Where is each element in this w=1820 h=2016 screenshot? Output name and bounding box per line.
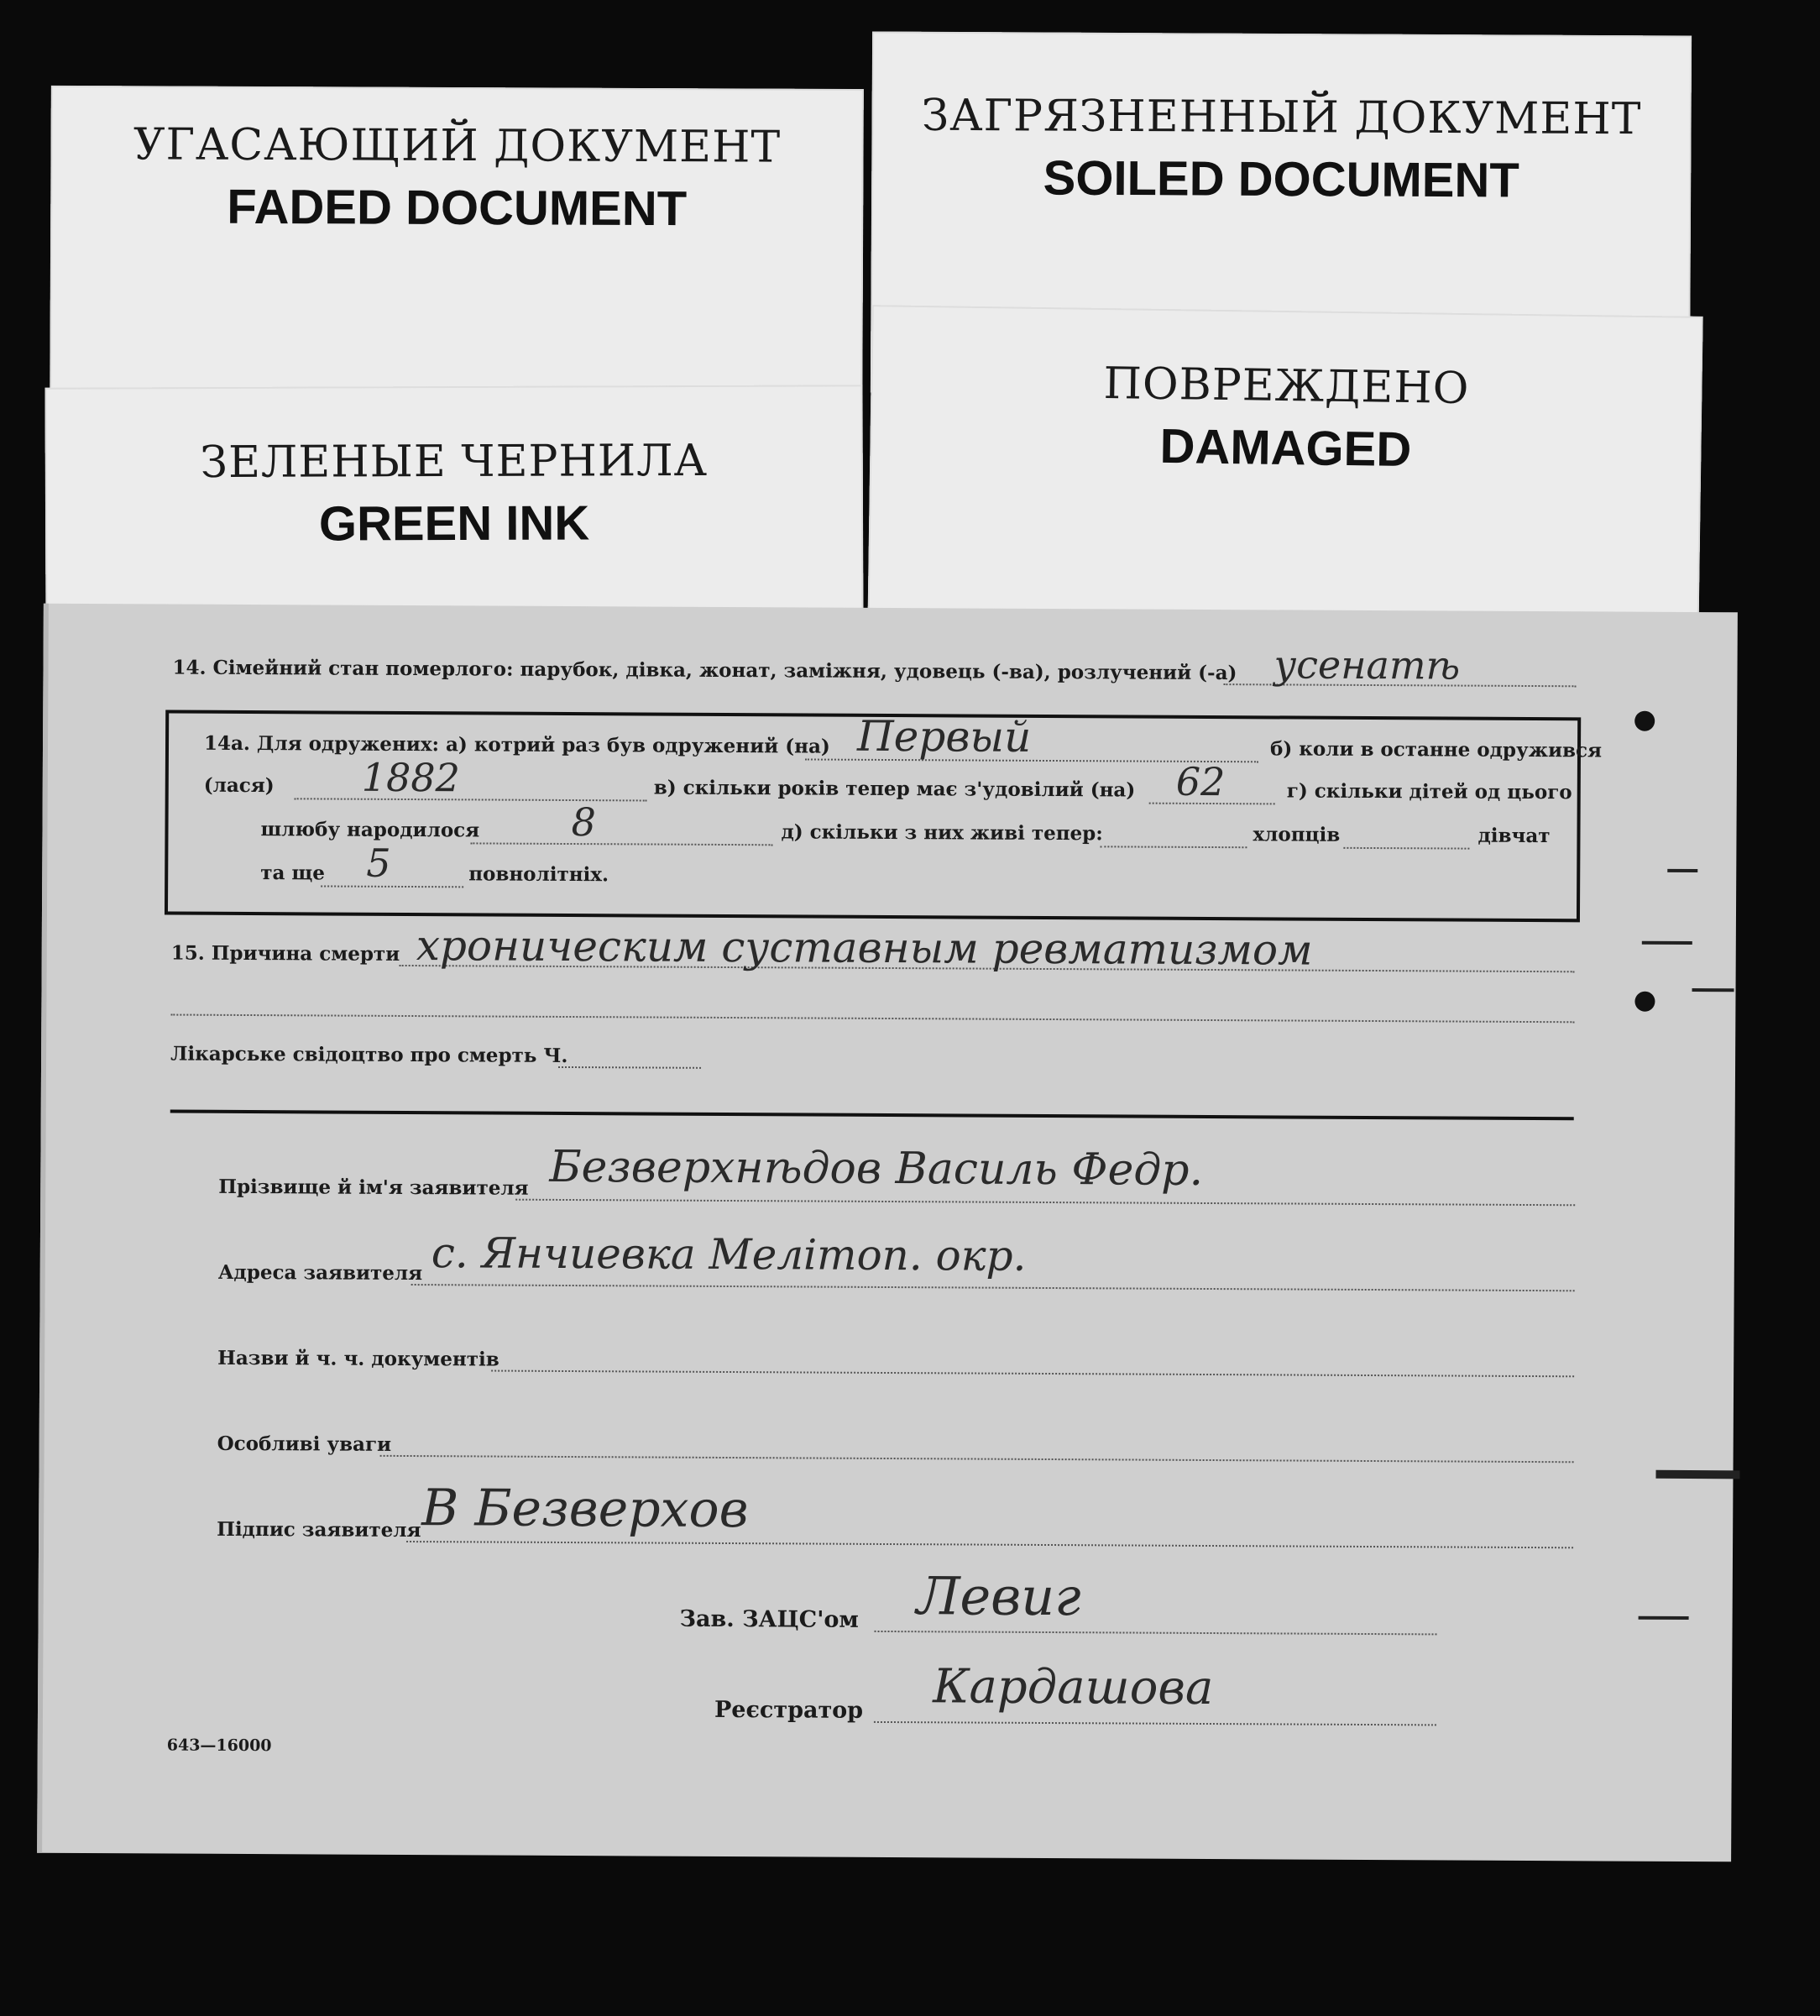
q14a-answer-a: Первый — [856, 711, 1032, 762]
applicant-name-label: Прізвище й ім'я заявителя — [218, 1175, 529, 1200]
q15-line2 — [170, 1014, 1574, 1024]
q14a-line4-suffix: повнолітніх. — [468, 862, 609, 887]
q14a-answer-adults: 5 — [366, 840, 391, 886]
edge-tear — [1667, 869, 1697, 872]
q14a-line1-a: 14а. Для одружених: а) котрий раз був одружений (на) — [203, 731, 830, 758]
q14a-line3-d: д) скільки з них живі тепер: — [781, 820, 1103, 846]
edge-tear — [1692, 988, 1734, 992]
head-signature: Левиг — [916, 1565, 1081, 1628]
q14a-line4-dots — [321, 885, 463, 888]
faded-document-card — [50, 86, 864, 425]
medical-cert-line — [558, 1066, 701, 1069]
documents-line — [491, 1370, 1574, 1378]
head-label: Зав. ЗАЦС'ом — [679, 1605, 859, 1633]
binding-hole — [1634, 711, 1655, 731]
faded-en-label: FADED DOCUMENT — [227, 179, 688, 237]
applicant-address-line — [411, 1284, 1575, 1291]
print-code: 643—16000 — [166, 1736, 272, 1756]
green-ink-card — [44, 385, 863, 639]
q15-answer: хроническим суставным ревматизмом — [416, 921, 1313, 975]
damaged-en-label: DAMAGED — [1159, 418, 1412, 478]
section-divider — [170, 1110, 1574, 1121]
q14a-line4-prefix: та ще — [260, 861, 325, 885]
q14a-line2-g: г) скільки дітей од цього — [1286, 779, 1572, 804]
documents-label: Назви й ч. ч. документів — [217, 1346, 499, 1371]
damaged-ru-label: ПОВРЕЖДЕНО — [1103, 358, 1470, 415]
signature-label: Підпис заявителя — [217, 1517, 421, 1542]
applicant-name-line — [515, 1199, 1575, 1207]
q14a-answer-b: 1882 — [361, 754, 461, 801]
registrar-line — [874, 1721, 1436, 1726]
green-ru-label: ЗЕЛЕНЫЕ ЧЕРНИЛА — [200, 435, 709, 489]
green-en-label: GREEN INK — [318, 495, 590, 552]
registrar-label: Реєстратор — [714, 1696, 864, 1724]
edge-tear — [1655, 1470, 1739, 1479]
applicant-address-answer: с. Янчиевка Мелітоп. окр. — [431, 1228, 1027, 1280]
medical-cert-label: Лікарське свідоцтво про смерть Ч. — [170, 1042, 568, 1068]
q14-answer: усенатѣ — [1273, 641, 1461, 689]
edge-tear — [1639, 1616, 1689, 1620]
soiled-ru-label: ЗАГРЯЗНЕННЫЙ ДОКУМЕНТ — [921, 90, 1642, 145]
q14a-box — [165, 710, 1603, 922]
soiled-en-label: SOILED DOCUMENT — [1043, 150, 1519, 208]
damaged-card — [867, 305, 1702, 644]
q14a-line3-prefix: шлюбу народилося — [260, 818, 480, 842]
head-line — [875, 1631, 1437, 1636]
q14a-line3-girls: дівчат — [1477, 824, 1551, 848]
death-record-form — [37, 604, 1738, 1862]
binding-hole — [1634, 992, 1655, 1012]
q14-label: 14. Сімейний стан померлого: парубок, дівка, жонат, заміжня, удовець (-ва), розлучений (-а) — [172, 656, 1237, 685]
applicant-name-answer: Безверхнѣдов Василь Федр. — [549, 1141, 1204, 1196]
q14a-answer-v: 62 — [1175, 758, 1226, 805]
signature-line — [406, 1541, 1573, 1548]
notes-label: Особливі уваги — [217, 1432, 392, 1456]
registrar-signature: Кардашова — [932, 1659, 1214, 1716]
q14a-line2-prefix: (лася) — [203, 773, 275, 798]
q14a-line3-boys: хлопців — [1253, 823, 1341, 846]
q14a-line1-b: б) коли в останне одружився — [1269, 737, 1603, 762]
notes-line — [380, 1455, 1574, 1463]
q14a-line3-dots-g — [470, 842, 772, 846]
applicant-signature: В Безверхов — [421, 1479, 749, 1540]
q14a-line2-v: в) скільки років тепер має з'удовілий (на) — [653, 776, 1136, 802]
applicant-address-label: Адреса заявителя — [217, 1260, 423, 1286]
edge-tear — [1642, 941, 1692, 945]
faded-ru-label: УГАСАЮЩИЙ ДОКУМЕНТ — [133, 119, 782, 173]
q14a-line3-dots-girls — [1343, 847, 1469, 850]
q14a-line3-dots-boys — [1100, 846, 1247, 848]
q15-label: 15. Причина смерти — [170, 941, 400, 966]
q14a-answer-g: 8 — [571, 799, 596, 846]
